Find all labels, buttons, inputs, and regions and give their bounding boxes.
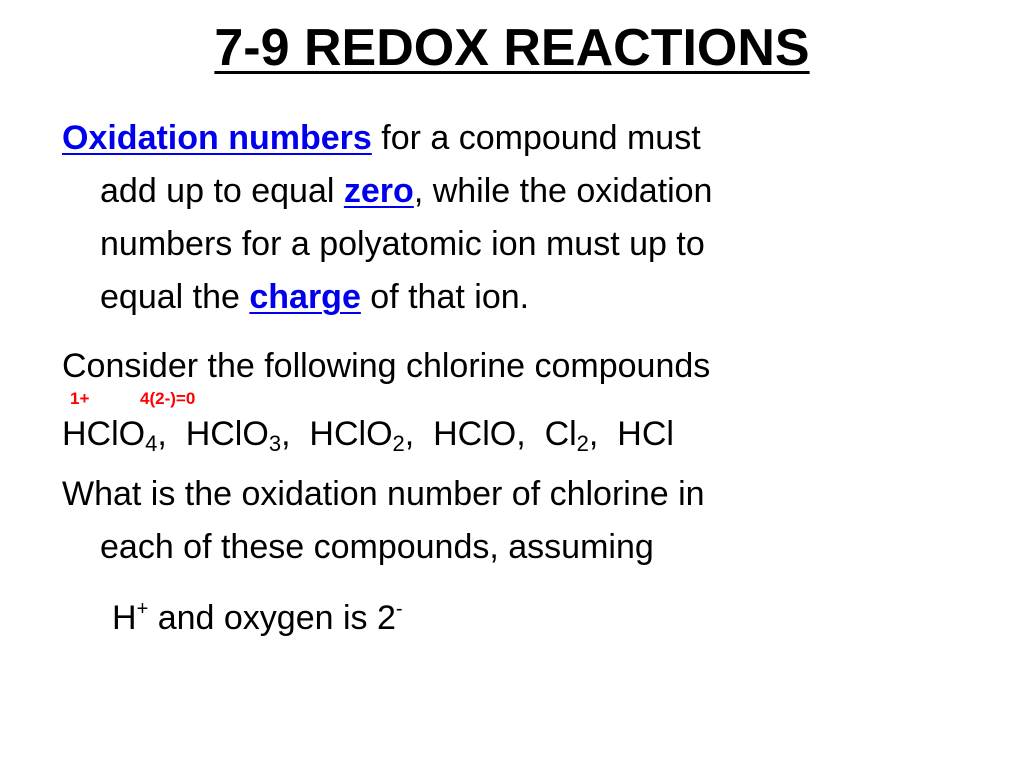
compound-base: HCl xyxy=(617,415,674,453)
hydrogen-symbol: H xyxy=(112,599,137,637)
text-run: add up to equal xyxy=(100,172,344,210)
compound-subscript: 2 xyxy=(392,431,405,456)
paragraph-line: What is the oxidation number of chlorine in xyxy=(62,475,705,513)
compound-base: HClO xyxy=(62,415,146,453)
paragraph-line: numbers for a polyatomic ion must up to xyxy=(100,225,705,263)
text-run: equal the xyxy=(100,278,250,316)
key-term-charge: charge xyxy=(249,278,361,316)
compound-subscript: 3 xyxy=(268,431,282,456)
compound-base: HClO xyxy=(309,415,393,453)
paragraph-line xyxy=(62,165,712,218)
paragraph-line xyxy=(62,112,712,165)
key-term-oxidation-numbers: Oxidation numbers xyxy=(62,119,372,157)
hydrogen-charge: + xyxy=(136,598,149,620)
text-run: of that ion. xyxy=(360,278,530,316)
text-run: , while the oxidation xyxy=(413,172,713,210)
compound-formula xyxy=(62,415,158,456)
key-term-zero: zero xyxy=(343,172,414,210)
compound-formula xyxy=(544,415,589,456)
hydrogen-oxidation-annotation: 1+ xyxy=(70,389,90,408)
paragraph-line: each of these compounds, assuming xyxy=(100,528,654,566)
chlorine-compounds-list: HClO$_4$, HClO$_3$, HClO$_2$, HClO, $Cl_2$, HCl xyxy=(62,415,674,456)
compound-formula xyxy=(617,415,674,453)
text-run: and oxygen is 2 xyxy=(148,599,396,637)
question-paragraph xyxy=(62,468,705,574)
compound-base: HClO xyxy=(185,415,269,453)
compound-formula xyxy=(309,415,405,456)
compound-formula xyxy=(433,415,516,453)
oxidation-numbers-paragraph xyxy=(62,112,712,324)
slide-title: 7-9 REDOX REACTIONS xyxy=(214,19,810,77)
text-run: for a compound must xyxy=(371,119,701,157)
consider-compounds-paragraph: Consider the following chlorine compounds xyxy=(62,347,711,385)
compound-subscript: 2 xyxy=(576,431,589,456)
compound-base: HClO xyxy=(433,415,517,453)
oxygen-charge: - xyxy=(395,598,403,620)
compound-formula xyxy=(185,415,282,456)
oxygen-oxidation-annotation: 4(2-)=0 xyxy=(140,389,196,408)
compound-base: Cl xyxy=(544,415,577,453)
compound-subscript: 4 xyxy=(145,431,158,456)
paragraph-line xyxy=(62,271,712,324)
assumption-line xyxy=(112,592,403,645)
